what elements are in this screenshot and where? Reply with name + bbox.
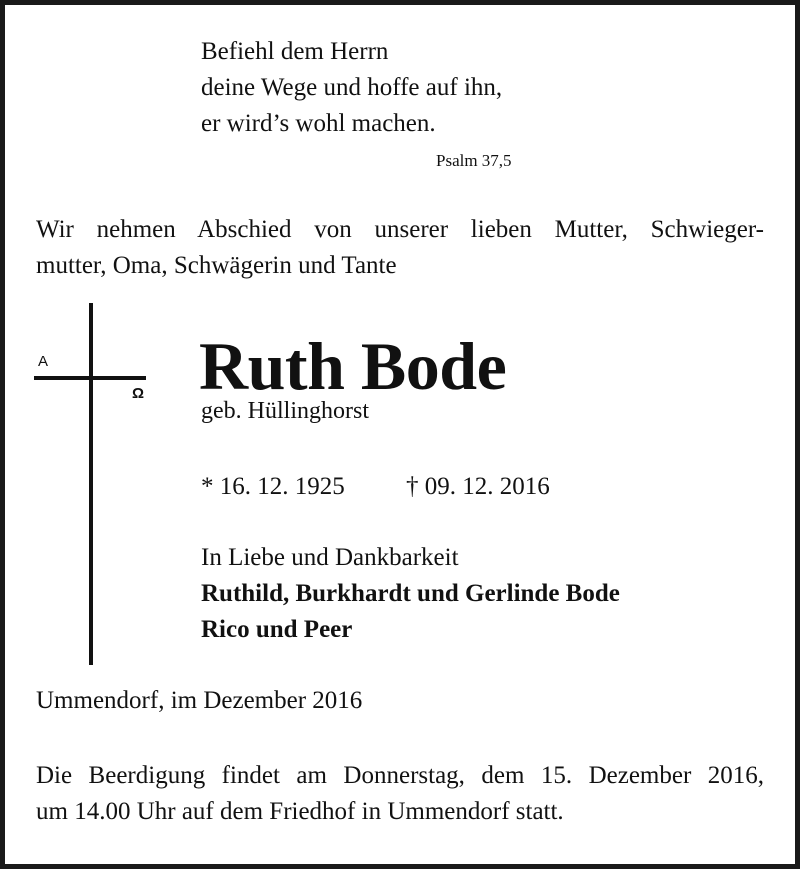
verse-line-2: deine Wege und hoffe auf ihn, bbox=[201, 74, 503, 101]
cross-icon-horizontal-bar bbox=[34, 376, 146, 380]
intro-text bbox=[36, 212, 764, 284]
verse-reference: Psalm 37,5 bbox=[436, 151, 512, 170]
deceased-name: Ruth Bode bbox=[199, 328, 507, 404]
birth-date: * 16. 12. 1925 bbox=[201, 473, 345, 500]
intro-line-1: Wir nehmen Abschied von unserer lieben Mutter, Schwieger- bbox=[36, 216, 764, 243]
alpha-symbol: A bbox=[38, 353, 49, 370]
intro-line-2: mutter, Oma, Schwägerin und Tante bbox=[36, 252, 397, 279]
cross-icon-vertical-bar bbox=[89, 303, 93, 665]
bible-verse bbox=[201, 34, 502, 142]
mourners-block bbox=[201, 540, 620, 648]
verse-line-1: Befiehl dem Herrn bbox=[201, 38, 389, 65]
omega-symbol: Ω bbox=[132, 385, 145, 402]
death-date: † 09. 12. 2016 bbox=[406, 473, 550, 500]
funeral-info bbox=[36, 758, 764, 830]
mourners-phrase: In Liebe und Dankbarkeit bbox=[201, 544, 459, 571]
maiden-name: geb. Hüllinghorst bbox=[201, 398, 369, 424]
funeral-line-2: um 14.00 Uhr auf dem Friedhof in Ummendorf statt. bbox=[36, 798, 564, 825]
verse-line-3: er wird’s wohl machen. bbox=[201, 110, 436, 137]
funeral-line-1: Die Beerdigung findet am Donnerstag, dem 15. Dezember 2016, bbox=[36, 762, 764, 789]
mourners-names-1: Ruthild, Burkhardt und Gerlinde Bode bbox=[201, 580, 620, 607]
mourners-names-2: Rico und Peer bbox=[201, 616, 353, 643]
place-and-date: Ummendorf, im Dezember 2016 bbox=[36, 687, 363, 714]
